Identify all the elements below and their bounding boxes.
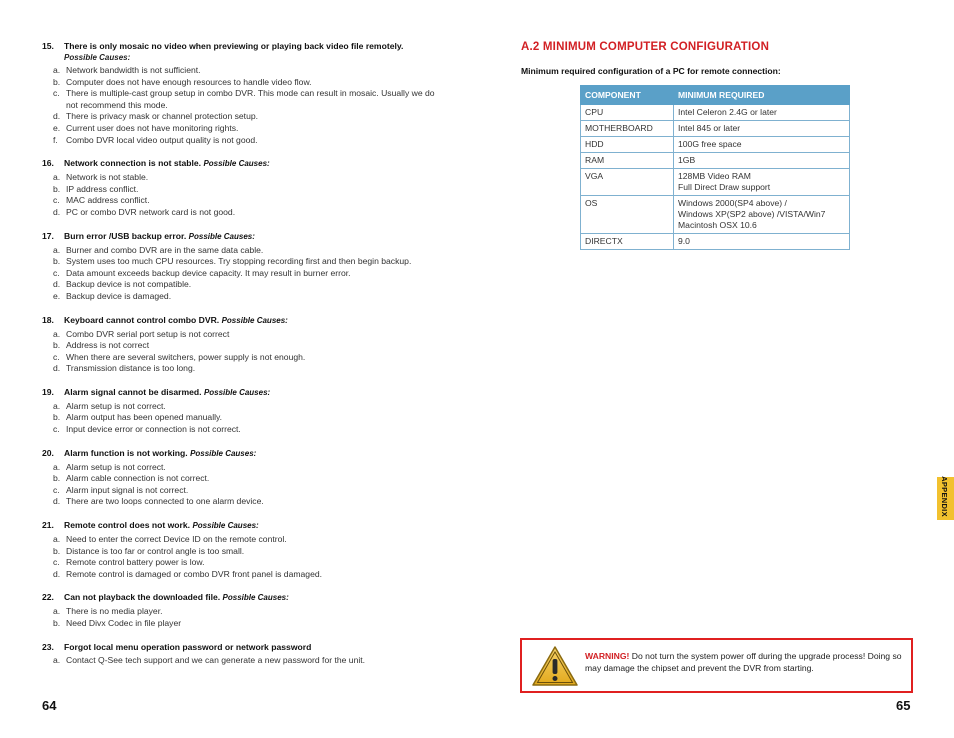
requirement-cell xyxy=(674,196,850,234)
cause-item xyxy=(42,401,442,413)
item-heading xyxy=(42,314,442,327)
warning-text xyxy=(585,651,905,674)
cause-letter: f. xyxy=(53,134,58,145)
page-number-right: 65 xyxy=(896,698,911,713)
cause-text: Need Divx Codec in file player xyxy=(66,618,182,628)
item-title: Burn error /USB backup error. xyxy=(64,230,187,241)
component-cell: DIRECTX xyxy=(581,234,674,250)
item-heading xyxy=(42,157,442,170)
item-title: Alarm function is not working. xyxy=(64,447,188,458)
cause-letter: c. xyxy=(53,195,60,206)
cause-item xyxy=(42,462,442,474)
item-number: 20. xyxy=(42,447,54,458)
cause-letter: b. xyxy=(53,412,61,423)
cause-text: Alarm setup is not correct. xyxy=(66,461,166,472)
cause-text: Distance is too far or control angle is too small. xyxy=(66,545,245,556)
cause-text: Data amount exceeds backup device capacity. It may result in burner error. xyxy=(66,267,351,278)
cause-letter: b. xyxy=(53,545,61,556)
config-table xyxy=(580,85,850,250)
item-number: 17. xyxy=(42,230,54,241)
requirement-cell xyxy=(674,121,850,137)
table-row xyxy=(581,234,850,250)
troubleshooting-item xyxy=(42,386,442,436)
possible-causes-label: Possible Causes: xyxy=(190,448,257,458)
requirement-line: Macintosh OSX 10.6 xyxy=(678,220,757,230)
section-subtitle: Minimum required configuration of a PC for remote connection: xyxy=(521,66,781,76)
appendix-tab-label: APPENDIX xyxy=(939,476,949,517)
cause-text: Current user does not have monitoring rights. xyxy=(66,122,239,133)
possible-causes-label: Possible Causes: xyxy=(203,159,270,169)
item-title: Network connection is not stable. xyxy=(64,158,202,169)
cause-text: PC or combo DVR network card is not good. xyxy=(66,206,236,217)
cause-item xyxy=(42,352,442,364)
troubleshooting-item xyxy=(42,519,442,580)
cause-item xyxy=(42,123,442,135)
cause-item xyxy=(42,195,442,207)
requirement-cell xyxy=(674,137,850,153)
cause-letter: b. xyxy=(53,340,61,351)
cause-item xyxy=(42,65,442,77)
item-number: 23. xyxy=(42,641,54,652)
cause-letter: a. xyxy=(53,400,61,411)
cause-item xyxy=(42,111,442,123)
troubleshooting-item xyxy=(42,314,442,375)
cause-letter: b. xyxy=(53,618,61,628)
cause-item xyxy=(42,606,442,618)
cause-letter: b. xyxy=(53,473,61,484)
item-number: 21. xyxy=(42,520,54,531)
possible-causes-label: Possible Causes: xyxy=(203,387,271,397)
cause-letter: c. xyxy=(53,88,60,99)
cause-letter: d. xyxy=(53,363,61,374)
requirement-line: Intel 845 or later xyxy=(678,123,741,133)
table-row xyxy=(581,121,850,137)
cause-text: Alarm setup is not correct. xyxy=(66,400,166,411)
cause-text: Remote control is damaged or combo DVR front panel is damaged. xyxy=(66,568,323,579)
table-row xyxy=(581,137,850,153)
cause-letter: b. xyxy=(53,76,61,87)
cause-letter: c. xyxy=(53,424,60,435)
cause-item xyxy=(42,77,442,89)
cause-text: There is privacy mask or channel protection setup. xyxy=(66,111,259,122)
cause-letter: e. xyxy=(53,122,61,133)
cause-letter: a. xyxy=(53,606,61,617)
possible-causes-label: Possible Causes: xyxy=(222,593,289,603)
item-title: Keyboard cannot control combo DVR. xyxy=(64,314,220,325)
header-minimum-required: MINIMUM REQUIRED xyxy=(674,86,850,105)
cause-item xyxy=(42,534,442,546)
item-heading xyxy=(42,230,442,243)
cause-letter: b. xyxy=(53,256,61,267)
component-cell: HDD xyxy=(581,137,674,153)
cause-text: Network is not stable. xyxy=(66,172,149,183)
cause-text: There are two loops connected to one alarm device. xyxy=(66,496,264,507)
cause-item xyxy=(42,496,442,508)
requirement-cell xyxy=(674,169,850,196)
table-header-row xyxy=(581,86,850,105)
cause-text: Combo DVR serial port setup is not correct xyxy=(66,328,230,339)
cause-text: Alarm output has been opened manually. xyxy=(66,412,223,423)
cause-text: Burner and combo DVR are in the same data cable. xyxy=(66,244,264,255)
cause-item xyxy=(42,546,442,558)
component-cell: MOTHERBOARD xyxy=(581,121,674,137)
cause-item xyxy=(42,256,442,268)
cause-letter: a. xyxy=(53,65,61,75)
requirement-cell xyxy=(674,153,850,169)
cause-item xyxy=(42,557,442,569)
troubleshooting-item xyxy=(42,591,442,629)
component-cell: OS xyxy=(581,196,674,234)
cause-letter: c. xyxy=(53,484,60,495)
cause-text: There is no media player. xyxy=(66,606,163,617)
cause-item xyxy=(42,279,442,291)
cause-text: Need to enter the correct Device ID on the remote control. xyxy=(66,534,287,545)
cause-letter: e. xyxy=(53,290,61,301)
item-number: 19. xyxy=(42,386,54,397)
cause-item xyxy=(42,207,442,219)
cause-letter: c. xyxy=(53,267,60,278)
cause-letter: a. xyxy=(53,328,61,339)
cause-letter: a. xyxy=(53,654,61,665)
cause-item xyxy=(42,340,442,352)
cause-text: Backup device is not compatible. xyxy=(66,279,192,290)
item-title: There is only mosaic no video when previewing or playing back video file remotely. xyxy=(64,41,404,51)
item-title: Forgot local menu operation password or network password xyxy=(64,641,312,652)
warning-label: WARNING! xyxy=(585,651,630,661)
cause-item xyxy=(42,618,442,630)
warning-box xyxy=(520,638,913,693)
cause-item xyxy=(42,135,442,147)
warning-icon xyxy=(531,645,579,687)
component-cell: CPU xyxy=(581,105,674,121)
cause-item xyxy=(42,473,442,485)
cause-item xyxy=(42,363,442,375)
cause-text: Combo DVR local video output quality is not good. xyxy=(66,134,258,145)
troubleshooting-item xyxy=(42,641,442,667)
requirement-cell xyxy=(674,105,850,121)
component-cell: VGA xyxy=(581,169,674,196)
cause-letter: d. xyxy=(53,279,61,290)
requirement-line: 128MB Video RAM xyxy=(678,171,751,181)
cause-text: Transmission distance is too long. xyxy=(66,363,196,374)
troubleshooting-item xyxy=(42,40,442,146)
cause-text: Remote control battery power is low. xyxy=(66,557,205,568)
cause-letter: c. xyxy=(53,351,60,362)
cause-text: Input device error or connection is not correct. xyxy=(66,424,241,435)
item-number: 15. xyxy=(42,41,54,51)
cause-item xyxy=(42,172,442,184)
cause-letter: c. xyxy=(53,557,60,568)
item-title: Remote control does not work. xyxy=(64,520,191,531)
cause-text: Computer does not have enough resources to handle video flow. xyxy=(66,76,312,87)
table-row xyxy=(581,169,850,196)
item-heading xyxy=(42,386,442,399)
cause-text: Backup device is damaged. xyxy=(66,290,172,301)
item-title: Alarm signal cannot be disarmed. xyxy=(64,386,202,397)
requirement-line: 100G free space xyxy=(678,139,742,149)
cause-item xyxy=(42,569,442,581)
header-component: COMPONENT xyxy=(581,86,674,105)
cause-text: IP address conflict. xyxy=(66,183,139,194)
possible-causes-label: Possible Causes: xyxy=(188,231,255,241)
cause-item xyxy=(42,329,442,341)
cause-text: Alarm cable connection is not correct. xyxy=(66,473,210,484)
cause-item xyxy=(42,245,442,257)
cause-item xyxy=(42,655,442,667)
item-number: 18. xyxy=(42,314,54,325)
possible-causes-label: Possible Causes: xyxy=(64,53,131,62)
item-heading xyxy=(42,641,442,653)
cause-text: There is multiple-cast group setup in combo DVR. This mode can result in mosaic. Usually we do not recommend this mode. xyxy=(66,88,435,110)
cause-letter: a. xyxy=(53,534,61,545)
table-row xyxy=(581,196,850,234)
cause-letter: b. xyxy=(53,183,61,194)
warning-message: Do not turn the system power off during the upgrade process! Doing so may damage the chipset and prevent the DVR from starting. xyxy=(585,651,902,673)
item-title: Can not playback the downloaded file. xyxy=(64,592,221,603)
cause-item xyxy=(42,88,442,111)
cause-text: MAC address conflict. xyxy=(66,195,150,206)
table-row xyxy=(581,153,850,169)
requirement-line: Full Direct Draw support xyxy=(678,182,771,192)
cause-text: System uses too much CPU resources. Try stopping recording first and then begin backup. xyxy=(66,256,412,267)
cause-item xyxy=(42,485,442,497)
item-heading xyxy=(42,447,442,460)
troubleshooting-list xyxy=(42,40,442,677)
troubleshooting-item xyxy=(42,447,442,508)
appendix-tab xyxy=(937,477,954,520)
item-heading xyxy=(42,519,442,532)
cause-letter: d. xyxy=(53,568,61,579)
cause-item xyxy=(42,184,442,196)
table-row xyxy=(581,105,850,121)
requirement-line: Windows XP(SP2 above) /VISTA/Win7 xyxy=(678,209,826,219)
cause-text: Address is not correct xyxy=(66,340,150,351)
item-number: 22. xyxy=(42,592,54,603)
requirement-line: 1GB xyxy=(678,155,696,165)
troubleshooting-item xyxy=(42,230,442,303)
requirement-line: Intel Celeron 2.4G or later xyxy=(678,107,777,117)
cause-letter: d. xyxy=(53,111,61,122)
section-title: A.2 MINIMUM COMPUTER CONFIGURATION xyxy=(521,41,770,53)
cause-item xyxy=(42,412,442,424)
cause-text: Network bandwidth is not sufficient. xyxy=(66,65,201,75)
item-heading xyxy=(42,591,442,604)
cause-letter: a. xyxy=(53,244,61,255)
requirement-line: 9.0 xyxy=(678,236,690,246)
component-cell: RAM xyxy=(581,153,674,169)
requirement-cell xyxy=(674,234,850,250)
cause-item xyxy=(42,268,442,280)
item-number: 16. xyxy=(42,158,54,169)
possible-causes-label: Possible Causes: xyxy=(192,521,259,531)
page-number-left: 64 xyxy=(42,698,57,713)
cause-letter: d. xyxy=(53,496,61,507)
cause-letter: a. xyxy=(53,461,61,472)
cause-letter: a. xyxy=(53,172,61,183)
cause-text: Contact Q-See tech support and we can generate a new password for the unit. xyxy=(66,654,366,665)
cause-text: When there are several switchers, power supply is not enough. xyxy=(66,351,306,362)
requirement-line: Windows 2000(SP4 above) / xyxy=(678,198,787,208)
cause-item xyxy=(42,424,442,436)
cause-item xyxy=(42,291,442,303)
item-heading xyxy=(42,40,442,52)
troubleshooting-item xyxy=(42,157,442,218)
cause-text: Alarm input signal is not correct. xyxy=(66,484,189,495)
possible-causes-label: Possible Causes: xyxy=(221,315,288,325)
cause-letter: d. xyxy=(53,206,61,217)
